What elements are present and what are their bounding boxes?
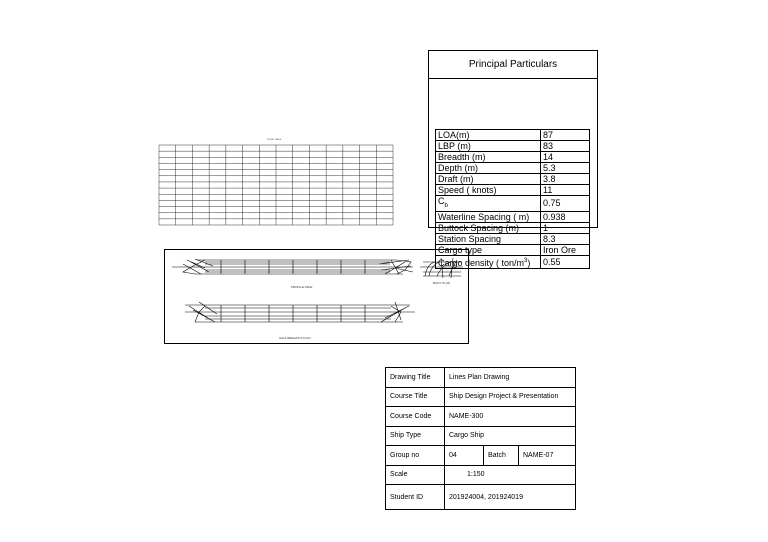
density-superscript: 3 — [524, 257, 528, 264]
pp-value: 83 — [541, 141, 590, 152]
tb-row-group — [386, 446, 575, 466]
tb-value: Cargo Ship — [445, 426, 576, 446]
tb-key: Student ID — [386, 485, 445, 510]
pp-key: Station Spacing — [436, 233, 541, 244]
tb-row — [386, 407, 575, 427]
pp-value: Iron Ore — [541, 244, 590, 255]
pp-key: Cargo type — [436, 244, 541, 255]
pp-key: Waterline Spacing ( m) — [436, 211, 541, 222]
pp-row — [436, 233, 590, 244]
scale-value: 1:150 — [445, 465, 576, 485]
tb-row-student — [386, 485, 575, 510]
density-label-end: ) — [527, 257, 531, 268]
pp-row — [436, 152, 590, 163]
pp-key: Buttock Spacing (m) — [436, 222, 541, 233]
density-label: Cargo density ( ton/m — [438, 257, 525, 268]
pp-key: LBP (m) — [436, 141, 541, 152]
tb-key: Ship Type — [386, 426, 445, 446]
group-number: 04 — [445, 446, 484, 466]
pp-row — [436, 141, 590, 152]
tb-value: NAME-300 — [445, 407, 576, 427]
pp-value: 0.55 — [541, 255, 590, 268]
pp-value: 1 — [541, 222, 590, 233]
tb-row — [386, 387, 575, 407]
pp-row — [436, 211, 590, 222]
pp-row — [436, 185, 590, 196]
profile-view-label: PROFILE VIEW — [291, 285, 313, 289]
pp-row — [436, 222, 590, 233]
cb-subscript: b — [444, 202, 448, 209]
student-id-value: 201924004, 201924019 — [445, 485, 576, 510]
tb-row — [386, 368, 575, 387]
pp-value: 14 — [541, 152, 590, 163]
pp-key: Speed ( knots) — [436, 185, 541, 196]
body-plan — [420, 258, 463, 278]
tb-value: Lines Plan Drawing — [445, 368, 576, 387]
tb-key: Drawing Title — [386, 368, 445, 387]
pp-row — [436, 130, 590, 141]
lines-plan-frame — [164, 249, 469, 344]
profile-view — [172, 259, 413, 274]
tb-key: Scale — [386, 465, 445, 485]
pp-key: Draft (m) — [436, 174, 541, 185]
offset-table-grid — [158, 139, 394, 227]
tb-value: Ship Design Project & Presentation — [445, 387, 576, 407]
pp-value: 5.3 — [541, 163, 590, 174]
title-block-table — [386, 368, 575, 510]
body-plan-label: BODY PLAN — [433, 281, 451, 285]
pp-row — [436, 163, 590, 174]
pp-value: 0.938 — [541, 211, 590, 222]
half-breadth-plan-label: HALF BREADTH PLAN — [279, 336, 311, 340]
title-block — [385, 367, 576, 510]
offset-table-caption: OFFSET TABLE — [266, 139, 282, 141]
pp-value: 87 — [541, 130, 590, 141]
tb-row-scale — [386, 465, 575, 485]
batch-key: Batch — [484, 446, 519, 466]
pp-row — [436, 196, 590, 212]
pp-key: Breadth (m) — [436, 152, 541, 163]
tb-key: Course Code — [386, 407, 445, 427]
pp-key: LOA(m) — [436, 130, 541, 141]
pp-value: 11 — [541, 185, 590, 196]
tb-row — [386, 426, 575, 446]
pp-key: Depth (m) — [436, 163, 541, 174]
pp-row — [436, 174, 590, 185]
principal-particulars-title: Principal Particulars — [429, 51, 597, 79]
principal-particulars-box — [428, 50, 598, 268]
pp-key-cb — [436, 196, 541, 212]
pp-value: 3.8 — [541, 174, 590, 185]
principal-particulars-table — [435, 129, 590, 269]
lines-plan-drawing — [165, 250, 468, 343]
pp-value: 8.3 — [541, 233, 590, 244]
half-breadth-plan — [185, 302, 415, 322]
offset-table — [158, 139, 394, 232]
batch-value: NAME-07 — [519, 446, 576, 466]
tb-key: Group no — [386, 446, 445, 466]
tb-key: Course Title — [386, 387, 445, 407]
cb-symbol: C — [438, 196, 445, 206]
pp-value: 0.75 — [541, 196, 590, 212]
